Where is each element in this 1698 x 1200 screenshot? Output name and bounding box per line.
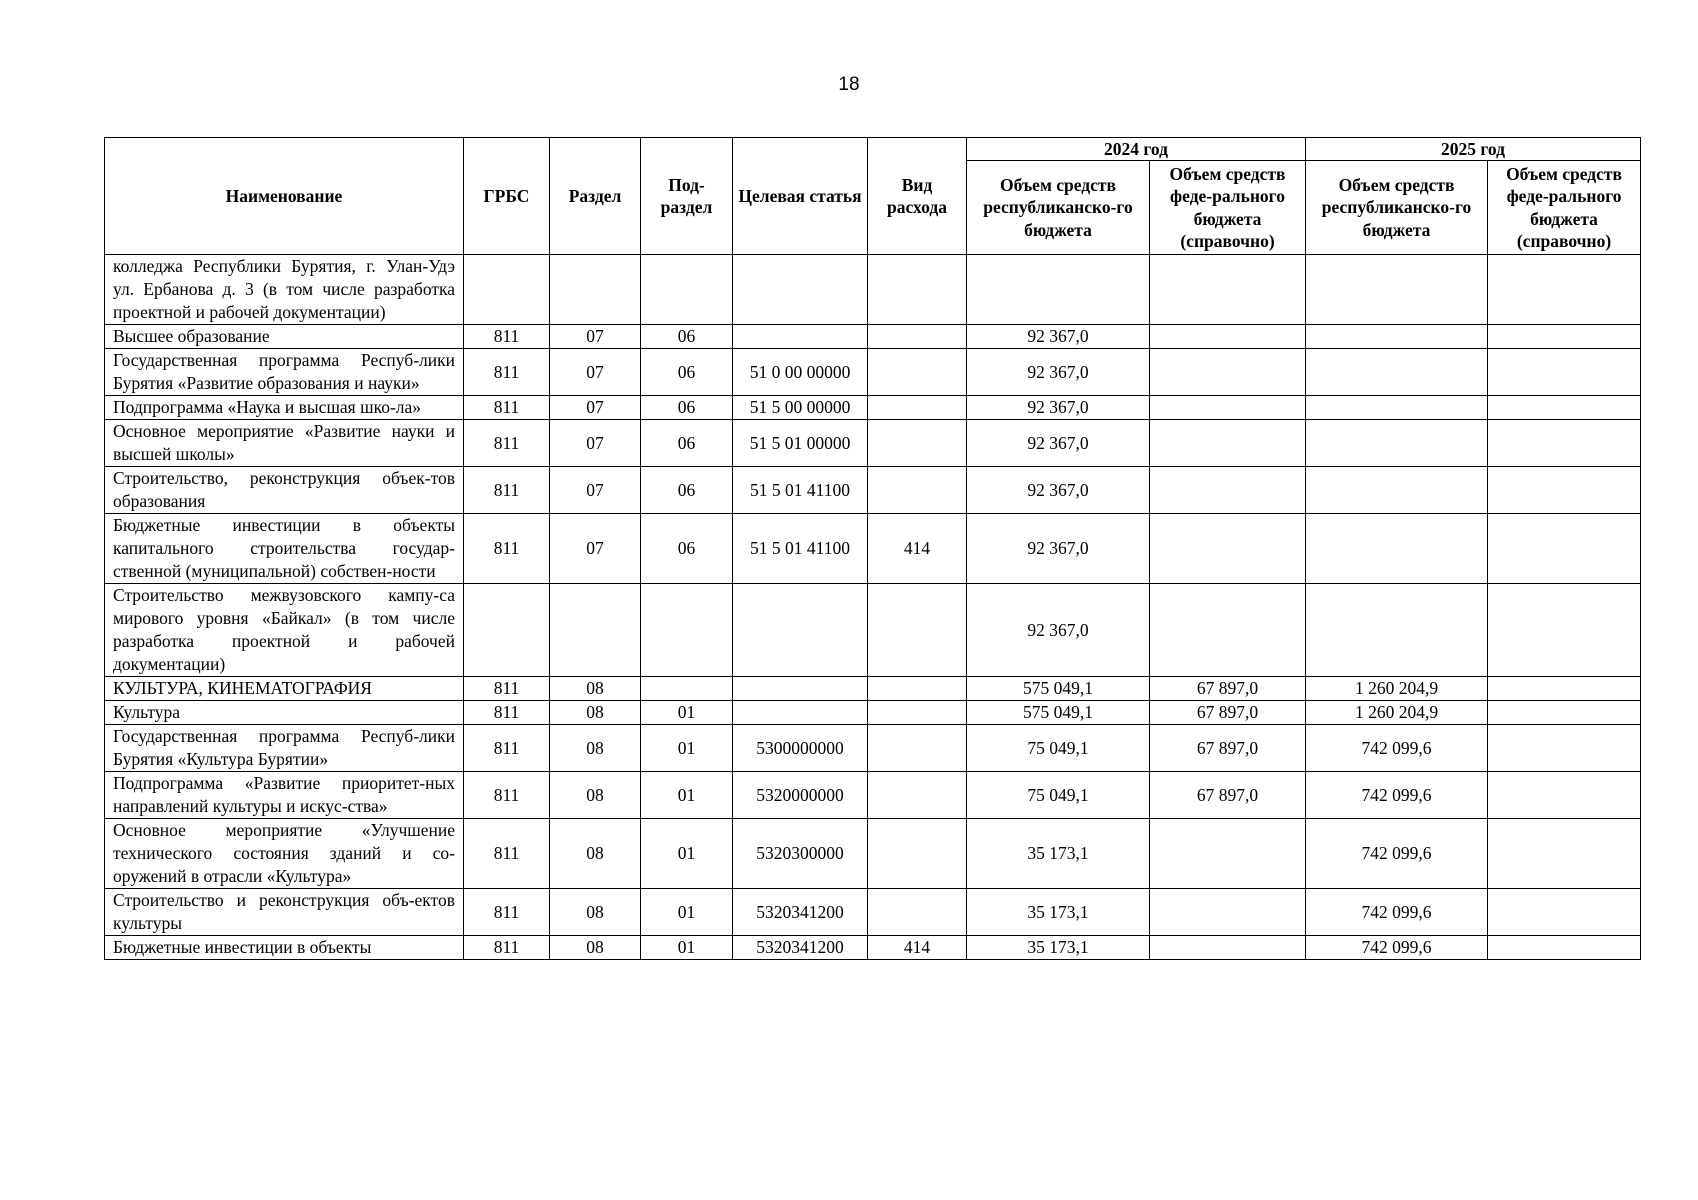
row-subsection	[641, 677, 733, 701]
row-fed-2024	[1150, 349, 1306, 396]
table-row	[105, 349, 1641, 396]
table-header	[105, 138, 1641, 255]
row-fed-2025	[1488, 772, 1641, 819]
row-fed-2024	[1150, 325, 1306, 349]
row-target	[733, 325, 868, 349]
row-subsection: 01	[641, 772, 733, 819]
row-name: Строительство межвузовского кампу-са мирового уровня «Байкал» (в том числе разработка проектной и рабочей документации)	[105, 584, 464, 677]
row-rep-2025: 1 260 204,9	[1306, 677, 1488, 701]
row-fed-2025	[1488, 889, 1641, 936]
row-rep-2024: 575 049,1	[967, 677, 1150, 701]
row-subsection: 01	[641, 936, 733, 960]
row-section: 07	[550, 349, 641, 396]
row-rep-2024: 75 049,1	[967, 772, 1150, 819]
row-section: 07	[550, 396, 641, 420]
row-name: Культура	[105, 701, 464, 725]
row-subsection: 06	[641, 396, 733, 420]
row-name: колледжа Республики Бурятия, г. Улан-Удэ ул. Ербанова д. 3 (в том числе разработка проектной и рабочей документации)	[105, 255, 464, 325]
table-row	[105, 725, 1641, 772]
row-fed-2024: 67 897,0	[1150, 772, 1306, 819]
row-expense-type	[868, 420, 967, 467]
row-grbs: 811	[464, 420, 550, 467]
row-target: 5320341200	[733, 889, 868, 936]
row-fed-2025	[1488, 255, 1641, 325]
row-fed-2025	[1488, 584, 1641, 677]
row-name: Подпрограмма «Наука и высшая шко-ла»	[105, 396, 464, 420]
row-fed-2024: 67 897,0	[1150, 725, 1306, 772]
row-rep-2025: 742 099,6	[1306, 772, 1488, 819]
row-rep-2024: 92 367,0	[967, 467, 1150, 514]
budget-table	[104, 137, 1641, 960]
row-fed-2024: 67 897,0	[1150, 701, 1306, 725]
row-subsection	[641, 255, 733, 325]
table-row	[105, 255, 1641, 325]
row-rep-2025	[1306, 514, 1488, 584]
row-name: Строительство и реконструкция объ-ектов культуры	[105, 889, 464, 936]
header-fed-budget-2024: Объем средств феде-рального бюджета (справочно)	[1150, 161, 1306, 255]
row-subsection: 06	[641, 420, 733, 467]
row-rep-2024: 92 367,0	[967, 514, 1150, 584]
table-body	[105, 255, 1641, 960]
row-fed-2024	[1150, 255, 1306, 325]
row-grbs	[464, 584, 550, 677]
row-target: 51 0 00 00000	[733, 349, 868, 396]
row-rep-2025: 1 260 204,9	[1306, 701, 1488, 725]
row-rep-2025: 742 099,6	[1306, 819, 1488, 889]
row-expense-type	[868, 584, 967, 677]
row-section	[550, 255, 641, 325]
header-year-2024: 2024 год	[967, 138, 1306, 161]
row-fed-2025	[1488, 725, 1641, 772]
row-section: 08	[550, 889, 641, 936]
row-section	[550, 584, 641, 677]
row-fed-2025	[1488, 677, 1641, 701]
row-name: Бюджетные инвестиции в объекты капитального строительства государ-ственной (муниципальной) собствен-ности	[105, 514, 464, 584]
row-grbs: 811	[464, 936, 550, 960]
row-fed-2025	[1488, 325, 1641, 349]
row-subsection: 01	[641, 819, 733, 889]
row-target	[733, 255, 868, 325]
header-subsection: Под-раздел	[641, 138, 733, 255]
row-name: Высшее образование	[105, 325, 464, 349]
row-grbs: 811	[464, 725, 550, 772]
header-rep-budget-2024: Объем средств республиканско-го бюджета	[967, 161, 1150, 255]
row-subsection: 01	[641, 725, 733, 772]
row-section: 08	[550, 819, 641, 889]
row-fed-2025	[1488, 819, 1641, 889]
row-name: КУЛЬТУРА, КИНЕМАТОГРАФИЯ	[105, 677, 464, 701]
row-expense-type	[868, 889, 967, 936]
row-section: 08	[550, 677, 641, 701]
row-section: 08	[550, 936, 641, 960]
row-name: Государственная программа Респуб-лики Бурятия «Культура Бурятии»	[105, 725, 464, 772]
row-grbs: 811	[464, 677, 550, 701]
table-row	[105, 772, 1641, 819]
table-row	[105, 325, 1641, 349]
table-row	[105, 514, 1641, 584]
row-rep-2024: 35 173,1	[967, 819, 1150, 889]
table-row	[105, 420, 1641, 467]
row-target: 5300000000	[733, 725, 868, 772]
row-rep-2025	[1306, 467, 1488, 514]
row-section: 07	[550, 514, 641, 584]
row-grbs: 811	[464, 325, 550, 349]
row-subsection: 01	[641, 889, 733, 936]
row-section: 08	[550, 772, 641, 819]
row-fed-2025	[1488, 420, 1641, 467]
row-fed-2025	[1488, 467, 1641, 514]
page-number: 18	[838, 74, 860, 95]
row-rep-2024: 92 367,0	[967, 584, 1150, 677]
row-grbs: 811	[464, 396, 550, 420]
row-subsection: 01	[641, 701, 733, 725]
row-name: Основное мероприятие «Улучшение технического состояния зданий и со-оружений в отрасли «Культура»	[105, 819, 464, 889]
row-grbs: 811	[464, 819, 550, 889]
row-expense-type	[868, 396, 967, 420]
row-fed-2025	[1488, 514, 1641, 584]
row-expense-type	[868, 467, 967, 514]
row-name: Основное мероприятие «Развитие науки и высшей школы»	[105, 420, 464, 467]
row-fed-2024	[1150, 420, 1306, 467]
row-rep-2025	[1306, 349, 1488, 396]
row-rep-2025: 742 099,6	[1306, 936, 1488, 960]
row-rep-2024: 92 367,0	[967, 349, 1150, 396]
row-subsection: 06	[641, 325, 733, 349]
row-fed-2024	[1150, 584, 1306, 677]
row-grbs: 811	[464, 701, 550, 725]
row-section: 08	[550, 701, 641, 725]
row-grbs: 811	[464, 772, 550, 819]
row-name: Бюджетные инвестиции в объекты	[105, 936, 464, 960]
row-target: 51 5 01 00000	[733, 420, 868, 467]
row-name: Строительство, реконструкция объек-тов образования	[105, 467, 464, 514]
row-rep-2025: 742 099,6	[1306, 889, 1488, 936]
row-rep-2024: 92 367,0	[967, 396, 1150, 420]
row-grbs: 811	[464, 889, 550, 936]
row-expense-type	[868, 677, 967, 701]
row-fed-2025	[1488, 396, 1641, 420]
row-target: 5320300000	[733, 819, 868, 889]
row-fed-2025	[1488, 349, 1641, 396]
row-fed-2024	[1150, 396, 1306, 420]
row-rep-2024: 35 173,1	[967, 936, 1150, 960]
row-rep-2024: 35 173,1	[967, 889, 1150, 936]
header-grbs: ГРБС	[464, 138, 550, 255]
row-rep-2024: 92 367,0	[967, 420, 1150, 467]
row-section: 08	[550, 725, 641, 772]
row-target	[733, 677, 868, 701]
row-fed-2024	[1150, 889, 1306, 936]
row-expense-type	[868, 325, 967, 349]
row-rep-2024	[967, 255, 1150, 325]
row-section: 07	[550, 467, 641, 514]
header-rep-budget-2025: Объем средств республиканско-го бюджета	[1306, 161, 1488, 255]
row-fed-2024	[1150, 467, 1306, 514]
row-grbs: 811	[464, 514, 550, 584]
header-name: Наименование	[105, 138, 464, 255]
row-fed-2024	[1150, 514, 1306, 584]
row-target	[733, 584, 868, 677]
row-name: Подпрограмма «Развитие приоритет-ных направлений культуры и искус-ства»	[105, 772, 464, 819]
row-grbs: 811	[464, 467, 550, 514]
row-fed-2024	[1150, 819, 1306, 889]
table-row	[105, 677, 1641, 701]
table-row	[105, 889, 1641, 936]
table-row	[105, 819, 1641, 889]
row-expense-type	[868, 701, 967, 725]
row-target: 5320341200	[733, 936, 868, 960]
row-name: Государственная программа Респуб-лики Бурятия «Развитие образования и науки»	[105, 349, 464, 396]
row-rep-2025	[1306, 396, 1488, 420]
row-rep-2024: 575 049,1	[967, 701, 1150, 725]
row-expense-type: 414	[868, 936, 967, 960]
table-row	[105, 584, 1641, 677]
row-expense-type	[868, 725, 967, 772]
row-expense-type	[868, 772, 967, 819]
row-target: 51 5 00 00000	[733, 396, 868, 420]
row-rep-2025	[1306, 255, 1488, 325]
row-section: 07	[550, 325, 641, 349]
row-subsection: 06	[641, 514, 733, 584]
row-expense-type	[868, 255, 967, 325]
row-target: 51 5 01 41100	[733, 467, 868, 514]
row-rep-2024: 75 049,1	[967, 725, 1150, 772]
table-row	[105, 467, 1641, 514]
row-rep-2025	[1306, 420, 1488, 467]
row-target: 51 5 01 41100	[733, 514, 868, 584]
row-subsection: 06	[641, 349, 733, 396]
header-fed-budget-2025: Объем средств феде-рального бюджета (справочно)	[1488, 161, 1641, 255]
row-target	[733, 701, 868, 725]
row-subsection: 06	[641, 467, 733, 514]
row-target: 5320000000	[733, 772, 868, 819]
header-target: Целевая статья	[733, 138, 868, 255]
row-fed-2024	[1150, 936, 1306, 960]
header-year-2025: 2025 год	[1306, 138, 1641, 161]
row-rep-2025	[1306, 325, 1488, 349]
row-fed-2025	[1488, 701, 1641, 725]
row-expense-type: 414	[868, 514, 967, 584]
row-grbs	[464, 255, 550, 325]
row-expense-type	[868, 349, 967, 396]
row-rep-2024: 92 367,0	[967, 325, 1150, 349]
row-fed-2024: 67 897,0	[1150, 677, 1306, 701]
header-expense-type: Вид расхода	[868, 138, 967, 255]
row-section: 07	[550, 420, 641, 467]
row-rep-2025: 742 099,6	[1306, 725, 1488, 772]
table-row	[105, 936, 1641, 960]
row-fed-2025	[1488, 936, 1641, 960]
table-row	[105, 701, 1641, 725]
row-rep-2025	[1306, 584, 1488, 677]
table-row	[105, 396, 1641, 420]
header-section: Раздел	[550, 138, 641, 255]
row-expense-type	[868, 819, 967, 889]
row-subsection	[641, 584, 733, 677]
row-grbs: 811	[464, 349, 550, 396]
